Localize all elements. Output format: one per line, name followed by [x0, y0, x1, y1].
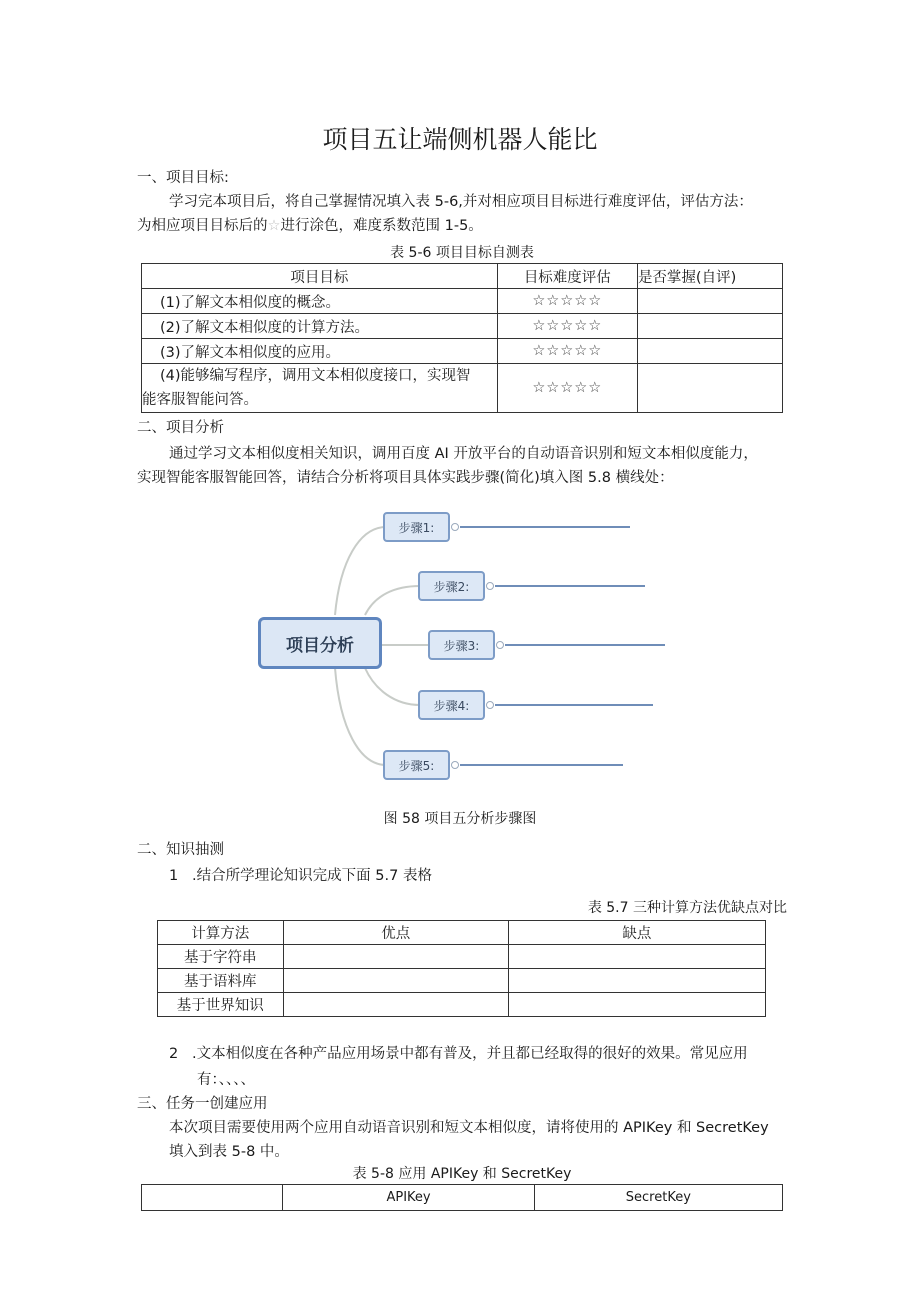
- mindmap-root-node: 项目分析: [258, 617, 382, 669]
- table-header-row: [142, 1185, 783, 1211]
- table-row: [158, 993, 766, 1017]
- cons-cell[interactable]: [508, 993, 765, 1017]
- create-app-paragraph-line2: 填入到表 5-8 中。: [169, 1144, 289, 1160]
- goal-cell-line2: 能客服智能问答。: [142, 392, 258, 408]
- step1-connector-knob: [451, 523, 459, 531]
- difficulty-stars[interactable]: ☆☆☆☆☆: [497, 364, 637, 413]
- table56-caption: 表 5-6 项目目标自测表: [390, 245, 534, 261]
- table-row: [142, 314, 783, 339]
- method-cell: 基于字符串: [158, 945, 284, 969]
- goals-paragraph-line2: [137, 214, 483, 238]
- analysis-paragraph-line2: 实现智能客服智能回答，请结合分析将项目具体实践步骤(简化)填入图 5.8 横线处：: [137, 470, 674, 486]
- self-eval-cell[interactable]: [637, 364, 782, 413]
- goal-cell: (3)了解文本相似度的应用。: [142, 339, 498, 364]
- self-eval-cell[interactable]: [637, 289, 782, 314]
- table-row: [142, 364, 783, 413]
- mindmap-caption: 图 58 项目五分析步骤图: [383, 811, 537, 827]
- table-row: [158, 969, 766, 993]
- method-cell: 基于世界知识: [158, 993, 284, 1017]
- mindmap-step1-node: 步骤1:: [383, 512, 450, 542]
- header-goal: 项目目标: [142, 264, 498, 289]
- goal-cell: [142, 364, 498, 413]
- goal-cell: (2)了解文本相似度的计算方法。: [142, 314, 498, 339]
- mindmap-step5-node: 步骤5:: [383, 750, 450, 780]
- knowledge-item2-line2: 有：、、、、: [197, 1072, 255, 1088]
- method-cell: 基于语料库: [158, 969, 284, 993]
- section-heading-create-app: 三、任务一创建应用: [137, 1096, 268, 1112]
- self-eval-cell[interactable]: [637, 339, 782, 364]
- goals-paragraph-text-b: 进行涂色，难度系数范围 1-5。: [280, 218, 483, 234]
- section-heading-goals: 一、项目目标:: [137, 170, 229, 186]
- goal-cell-line1: (4)能够编写程序，调用文本相似度接口，实现智: [160, 368, 471, 384]
- self-eval-cell[interactable]: [637, 314, 782, 339]
- table-row: [142, 339, 783, 364]
- step3-answer-line[interactable]: [505, 644, 665, 646]
- step5-connector-knob: [451, 761, 459, 769]
- section-heading-analysis: 二、项目分析: [137, 420, 224, 436]
- step2-answer-line[interactable]: [495, 585, 645, 587]
- header-blank: [142, 1185, 283, 1211]
- analysis-paragraph-line1: 通过学习文本相似度相关知识，调用百度 AI 开放平台的自动语音识别和短文本相似度能力，: [169, 446, 758, 462]
- table-header-row: [142, 264, 783, 289]
- star-icon: ☆: [267, 218, 281, 234]
- header-cons: 缺点: [508, 921, 765, 945]
- pros-cell[interactable]: [283, 945, 508, 969]
- pros-cell[interactable]: [283, 993, 508, 1017]
- knowledge-item2-line1: 2 .文本相似度在各种产品应用场景中都有普及，并且都已经取得的很好的效果。常见应用: [169, 1046, 748, 1062]
- cons-cell[interactable]: [508, 969, 765, 993]
- table58-caption: 表 5-8 应用 APIKey 和 SecretKey: [352, 1166, 572, 1182]
- create-app-paragraph-line1: 本次项目需要使用两个应用自动语音识别和短文本相似度，请将使用的 APIKey 和 SecretKey: [169, 1120, 769, 1136]
- step4-connector-knob: [486, 701, 494, 709]
- step4-answer-line[interactable]: [495, 704, 653, 706]
- document-title: 项目五让端侧机器人能比: [322, 125, 598, 154]
- goal-cell: (1)了解文本相似度的概念。: [142, 289, 498, 314]
- step5-answer-line[interactable]: [460, 764, 623, 766]
- step2-connector-knob: [486, 582, 494, 590]
- mindmap-step3-node: 步骤3:: [428, 630, 495, 660]
- difficulty-stars[interactable]: ☆☆☆☆☆: [497, 314, 637, 339]
- knowledge-item1: 1 .结合所学理论知识完成下面 5.7 表格: [169, 868, 432, 884]
- step1-answer-line[interactable]: [460, 526, 630, 528]
- table-header-row: [158, 921, 766, 945]
- cons-cell[interactable]: [508, 945, 765, 969]
- goals-paragraph-line1: 学习完本项目后，将自己掌握情况填入表 5-6,并对相应项目目标进行难度评估，评估方法：: [169, 194, 753, 210]
- difficulty-stars[interactable]: ☆☆☆☆☆: [497, 289, 637, 314]
- methods-comparison-table: [157, 920, 766, 1017]
- table57-caption: 表 5.7 三种计算方法优缺点对比: [587, 900, 787, 916]
- header-apikey: APIKey: [283, 1185, 534, 1211]
- analysis-mindmap: [240, 500, 680, 790]
- header-mastered: 是否掌握(自评): [637, 264, 782, 289]
- goals-table: [141, 263, 783, 413]
- header-method: 计算方法: [158, 921, 284, 945]
- step3-connector-knob: [496, 641, 504, 649]
- table-row: [158, 945, 766, 969]
- table-row: [142, 289, 783, 314]
- header-secretkey: SecretKey: [534, 1185, 782, 1211]
- header-pros: 优点: [283, 921, 508, 945]
- difficulty-stars[interactable]: ☆☆☆☆☆: [497, 339, 637, 364]
- api-keys-table: [141, 1184, 783, 1211]
- goals-paragraph-text-a: 为相应项目目标后的: [137, 218, 268, 234]
- mindmap-step2-node: 步骤2:: [418, 571, 485, 601]
- pros-cell[interactable]: [283, 969, 508, 993]
- header-difficulty: 目标难度评估: [497, 264, 637, 289]
- section-heading-knowledge: 二、知识抽测: [137, 842, 224, 858]
- mindmap-step4-node: 步骤4:: [418, 690, 485, 720]
